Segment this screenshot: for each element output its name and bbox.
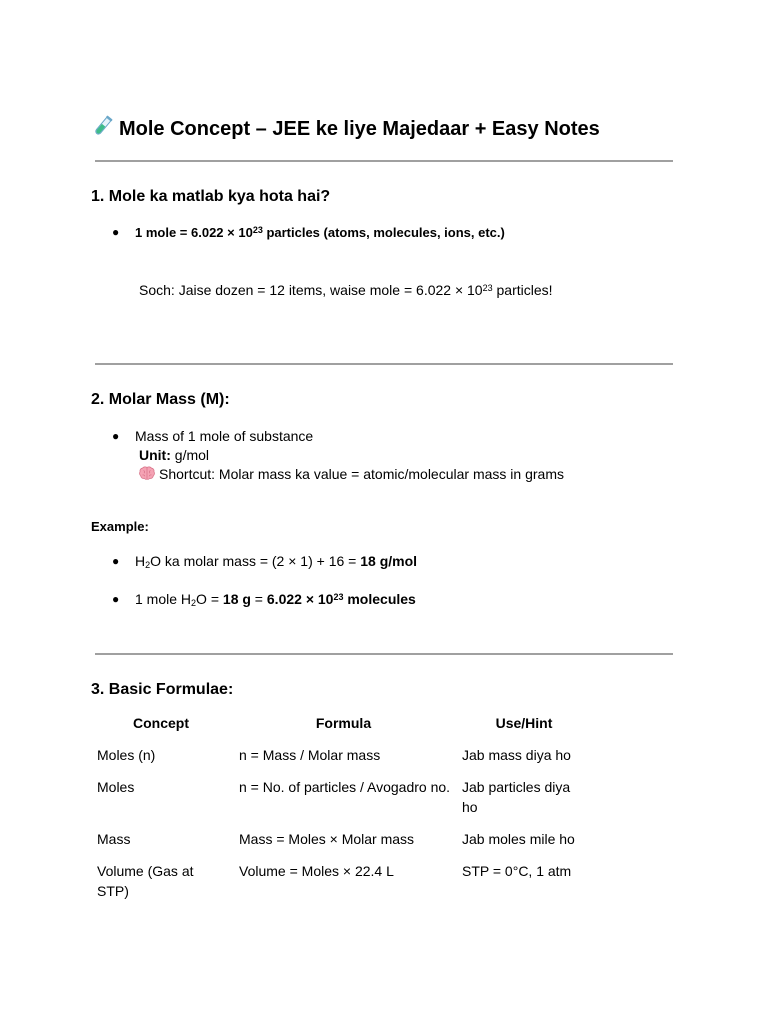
table-cell: Jab particles diya ho: [462, 779, 571, 815]
section-heading-molar-mass: 2. Molar Mass (M):: [91, 391, 230, 408]
mole-definition: 1 mole = $6.022 \times 10^{23}$ particles (atoms, molecules, ions, etc.): [135, 225, 505, 240]
table-header-use-hint: Use/Hint: [495, 715, 553, 731]
table-cell: STP = 0°C, 1 atm: [462, 863, 572, 879]
test-tube-icon: [91, 114, 115, 147]
example-water-mole: 1 mole $H_2O = 18$ $g = 6.022 \times 10^{23}$ molecules: [135, 591, 416, 608]
table-cell: n = No. of particles / Avogadro no.: [239, 779, 451, 795]
example-water-molar-mass: $H_2O$ ka molar mass = (2 × 1) + 16 = 18 g/mol: [135, 553, 418, 570]
molar-mass-shortcut: Shortcut: Molar mass ka value = atomic/molecular mass in grams: [139, 465, 564, 486]
table-cell: Moles (n): [97, 747, 156, 763]
title-text: Mole Concept – JEE ke liye Majedaar + Easy Notes: [119, 118, 600, 140]
table-header-formula: Formula: [315, 715, 372, 731]
table-header-concept: Concept: [133, 715, 189, 731]
table-cell: Moles: [97, 779, 135, 795]
table-cell: Jab mass diya ho: [462, 747, 571, 763]
table-cell: Volume (Gas at STP): [97, 863, 194, 899]
example-label: Example:: [91, 519, 149, 534]
bullet-marker: ●: [112, 592, 120, 606]
table-cell: Volume = Moles × 22.4 L: [239, 863, 394, 879]
bullet-marker: ●: [112, 225, 120, 239]
divider: [95, 160, 673, 162]
mole-analogy-note: Soch: Jaise dozen = 12 items, waise mole = $6.022 \times 10^{23}$ particles!: [139, 282, 553, 298]
table-cell: n = Mass / Molar mass: [239, 747, 381, 763]
divider: [95, 363, 673, 365]
section-heading-mole: 1. Mole ka matlab kya hota hai?: [91, 188, 331, 205]
bullet-marker: ●: [112, 554, 120, 568]
brain-icon: [139, 466, 155, 486]
section-heading-formulae: 3. Basic Formulae:: [91, 681, 234, 698]
molar-mass-unit: Unit: g/mol: [139, 447, 210, 463]
table-cell: Mass = Moles × Molar mass: [239, 831, 415, 847]
page-title: [91, 114, 600, 147]
bullet-marker: ●: [112, 429, 120, 443]
table-cell: Mass: [97, 831, 131, 847]
table-cell: Jab moles mile ho: [462, 831, 575, 847]
molar-mass-definition: Mass of 1 mole of substance: [135, 428, 314, 444]
divider: [95, 653, 673, 655]
